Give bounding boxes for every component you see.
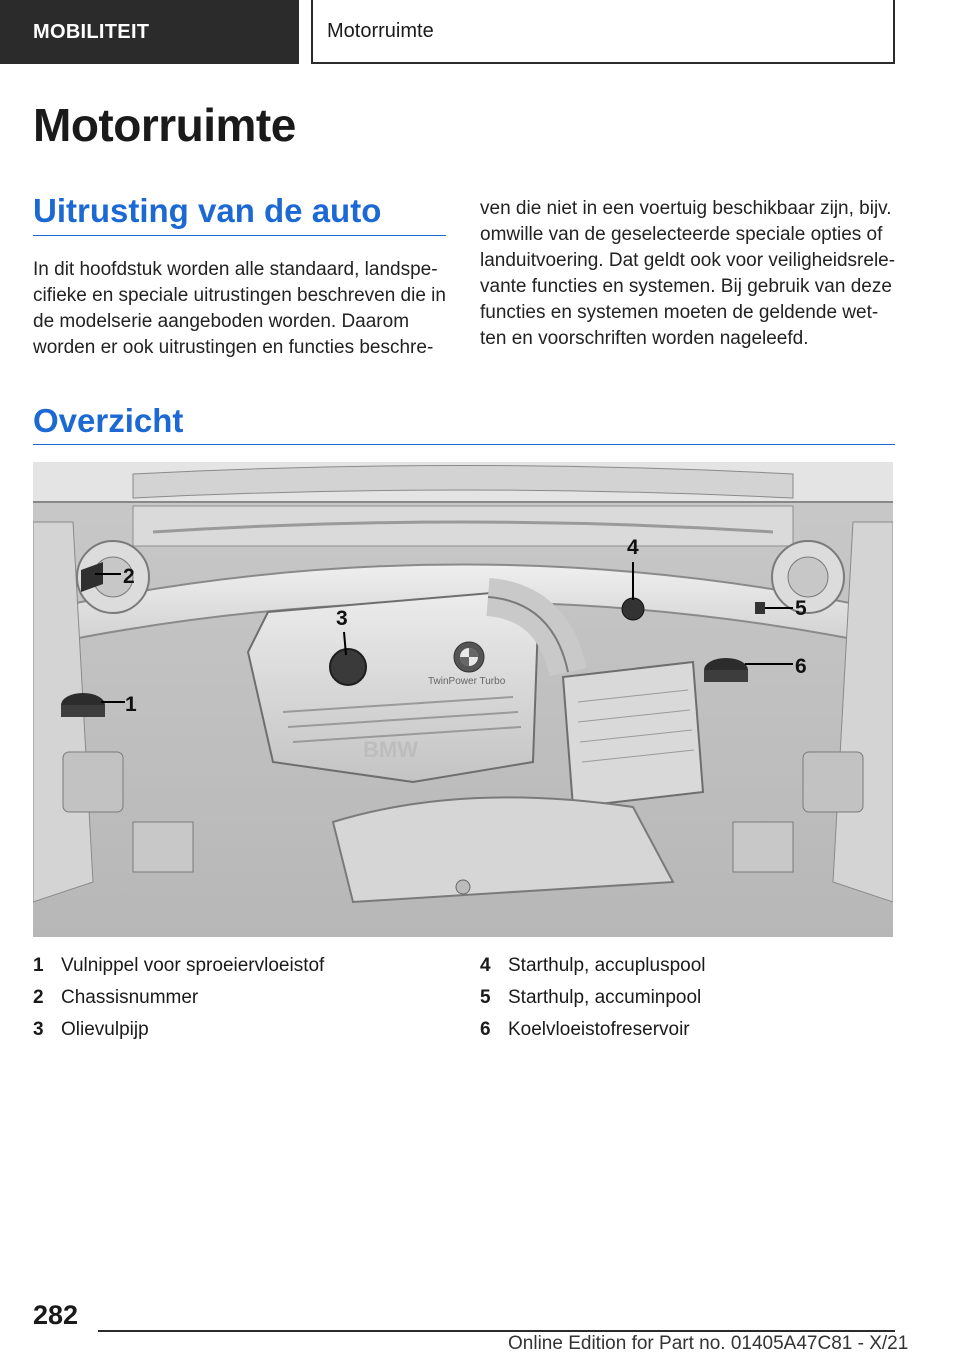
text-line: ven die niet in een voertuig beschikbaar zijn, bijv. [480,198,892,219]
list-item [33,950,453,982]
engine-turbo-text: TwinPower Turbo [428,676,506,687]
page-number: 282 [33,1300,79,1330]
text-line: ten en voorschriften worden nageleefd. [480,328,809,349]
svg-text:2: 2 [123,565,135,588]
legend-label: Koelvloeistofreservoir [508,1019,690,1040]
svg-text:6: 6 [795,655,807,678]
legend-number: 6 [480,1019,491,1040]
legend-label: Chassisnummer [61,987,199,1008]
text-line: functies en systemen moeten de geldende wet‐ [480,302,879,323]
legend-number: 5 [480,987,491,1008]
legend-label: Vulnippel voor sproeiervloeistof [61,955,325,976]
text-line: worden er ook uitrustingen en functies beschre‐ [33,337,434,358]
text-line: vante functies en systemen. Bij gebruik van deze [480,276,892,297]
engine-bay-drawing [33,462,893,937]
text-line: de modelserie aangeboden worden. Daarom [33,311,410,332]
text-line: omwille van de geselecteerde speciale opties of [480,224,883,245]
engine-brand-text: BMW [363,737,418,762]
header-section-label: MOBILITEIT [33,20,150,43]
legend-number: 1 [33,955,44,976]
list-item [480,982,900,1014]
equipment-heading: Uitrusting van de auto [33,192,382,229]
svg-text:4: 4 [627,536,639,559]
svg-text:5: 5 [795,597,807,620]
header-chapter-tab [311,0,895,64]
legend-number: 4 [480,955,491,976]
footer-edition: Online Edition for Part no. 01405A47C81 - X/21 [508,1333,909,1354]
text-line: landuitvoering. Dat geldt ook voor veiligheidsrele‐ [480,250,896,271]
legend-label: Olievulpijp [61,1019,149,1040]
page-title: Motorruimte [33,99,296,151]
equipment-text-right [480,196,900,352]
list-item [33,982,453,1014]
list-item [480,1014,900,1046]
overview-heading-rule [33,444,895,445]
legend-left [33,950,453,1046]
legend-label: Starthulp, accupluspool [508,955,706,976]
svg-text:3: 3 [336,607,348,630]
equipment-heading-rule [33,235,446,236]
legend-label: Starthulp, accuminpool [508,987,702,1008]
header-section-tab [0,0,299,64]
list-item [33,1014,453,1046]
legend-right [480,950,900,1046]
equipment-text-left [33,257,453,361]
text-line: In dit hoofdstuk worden alle standaard, landspe‐ [33,259,438,280]
legend-number: 2 [33,987,44,1008]
engine-bay-illustration [33,462,893,937]
svg-text:1: 1 [125,693,137,716]
header-chapter-label: Motorruimte [327,19,434,42]
text-line: cifieke en speciale uitrustingen beschreven die in [33,285,446,306]
legend-number: 3 [33,1019,44,1040]
overview-heading: Overzicht [33,402,184,439]
footer-rule [98,1330,895,1332]
list-item [480,950,900,982]
